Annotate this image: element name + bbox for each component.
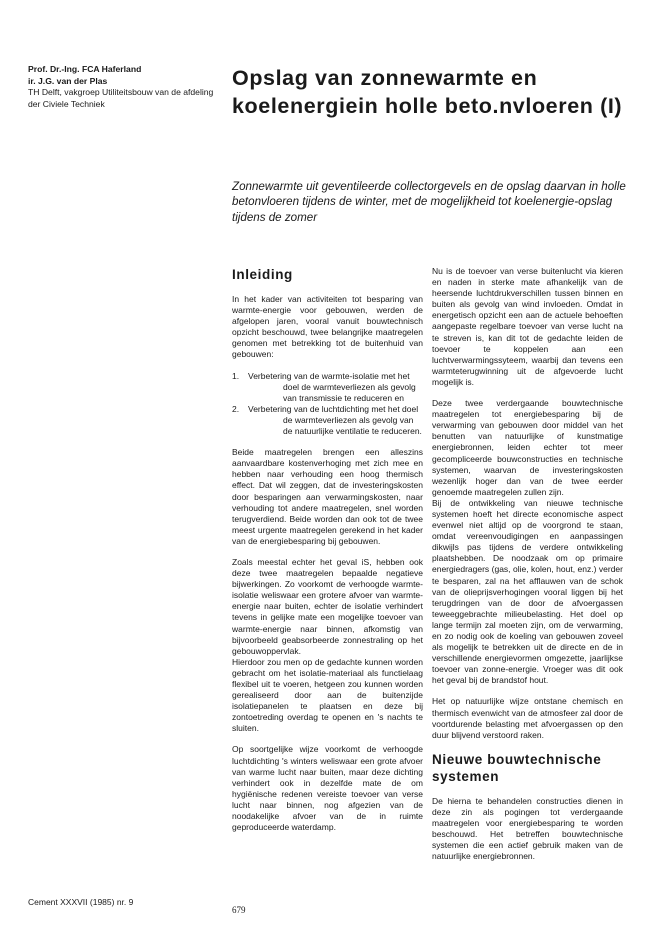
list-item-number: 1. <box>232 370 240 381</box>
paragraph: Zoals meestal echter het geval iS, hebben ook deze twee maatregelen bepaalde negatieve bijwerkingen. Zo voorkomt de verhoogde warmte-isolatie weliswaar een grotere afvoer van warmte-energie naar buiten, echter de isolatie verhindert tevens in gelijke mate een mogelijke toevoer van warmte-energie naar binnen, afkomstig van bijvoorbeeld geabsorbeerde zonnestraling op het gebouwoppervlak. <box>232 556 423 656</box>
text-column-right <box>432 266 623 872</box>
page-number: 679 <box>232 905 246 915</box>
paragraph: Op soortgelijke wijze voorkomt de verhoogde luchtdichting 's winters weliswaar een grote afvoer van warme lucht naar buiten, maar deze dichting verhindert ook in dezelfde mate de om hygiënische redenen vereiste toevoer van verse lucht naar binnen, nog afgezien van de noodakelijke afvoer van de in ruimte geproduceerde waterdamp. <box>232 744 423 833</box>
list-item-text: Verbetering van de warmte-isolatie met het doel de warmteverliezen als gevolg van transmissie te reduceren en <box>248 370 416 403</box>
author-name-1: Prof. Dr.-Ing. FCA Haferland <box>28 64 142 74</box>
article-title: Opslag van zonnewarmte en koelenergiein holle beto.nvloeren (I) <box>232 66 623 118</box>
paragraph: Nu is de toevoer van verse buitenlucht via kieren en naden in sterke mate afhankelijk van de heersende luchtdrukverschillen tussen binnen en buiten als gevolg van wind invloeden. Omdat in energetisch opzicht een aan de actuele behoeften aangepaste regelbare toevoer van verse lucht na te streven is, kan dit tot de gedachte leiden de toevoer te koppelen aan een luchtverwarmingssyteem, waarbij dan tevens een warmteterugwinning uit de afgevoerde lucht mogelijk is. <box>432 266 623 387</box>
article-subtitle: Zonnewarmte uit geventileerde collectorgevels en de opslag daarvan in holle betonvloeren tijdens de winter, met de mogelijkheid tot koelenergie-opslag tijdens de zomer <box>232 180 626 224</box>
paragraph: Deze twee verdergaande bouwtechnische maatregelen tot energiebesparing bij de verwarming van gebouwen door middel van het benutten van natuurlijke of kunstmatige energiebronnen, leiden echter tot meer gecompliceerde bouwconstructies en technische systemen, waarvan de investeringskosten wezenlijk hoger dan van de twee eerder genoemde maatregelen zullen zijn. <box>432 398 623 497</box>
list-item-number: 2. <box>232 403 240 414</box>
measures-list <box>232 371 423 438</box>
author-block <box>28 64 218 110</box>
section-heading-inleiding: Inleiding <box>232 267 293 282</box>
journal-reference: Cement XXXVII (1985) nr. 9 <box>28 897 134 907</box>
section-heading-nieuwe-systemen: Nieuwe bouwtechnische systemen <box>432 751 602 784</box>
paragraph: De hierna te behandelen constructies dienen in deze zin als pogingen tot verdergaande maatregelen voor energiebesparing te worden beschouwd. Het betreffen bouwtechnische systemen die een actief gebruik maken van de natuurlijke energiebronnen. <box>432 795 623 862</box>
list-item <box>232 371 423 404</box>
paragraph: In het kader van activiteiten tot besparing van warmte-energie voor gebouwen, werden de afgelopen jaren, vooral vanuit bouwtechnisch opzicht beschouwd, twee belangrijke maatregelen genomen met betrekking tot de buitenhuid van gebouwen: <box>232 294 423 360</box>
author-affiliation: TH Delft, vakgroep Utiliteitsbouw van de afdeling der Civiele Techniek <box>28 87 214 109</box>
author-name-2: ir. J.G. van der Plas <box>28 75 108 86</box>
paragraph: Hierdoor zou men op de gedachte kunnen worden gebracht om het isolatie-materiaal als functielaag flexibel uit te voeren, hetgeen zou kunnen worden gerealiseerd door aan de buitenzijde isolatiepanelen te plaatsen en deze bij zontoetreding overdag te openen en 's nachts te sluiten. <box>232 656 423 734</box>
list-item <box>232 404 423 437</box>
text-column-left <box>232 266 423 843</box>
paragraph: Bij de ontwikkeling van nieuwe technische systemen hoeft het directe economische aspect evenwel niet altijd op de voorgrond te staan, omdat vereenvoudigingen en aanpassingen dikwijls pas tijdens de verdere ontwikkeling plaatshebben. De noodzaak om op primaire energiedragers (gas, olie, kolen, hout, enz.) verder te besparen, zal na het afflauwen van de schok van de olieprijsverhogingen vooral liggen bij het terugdringen van de door de afvoergassen teweeggebrachte milieubelasting. Het doel op lange termijn zal moeten zijn, om de verwarming, en zo nodig ook de koeling van gebouwen zoveel als mogelijk te betrekken uit de directe en de in verschillende energievormen omgezette, jaarlijkse toevoer van zonne-energie. Vroeger was dit ook het geval bij de brandstof hout. <box>432 497 623 686</box>
list-item-text: Verbetering van de luchtdichting met het doel de warmteverliezen als gevolg van de natuurlijke ventilatie te reduceren. <box>248 403 422 437</box>
paragraph: Beide maatregelen brengen een alleszins aanvaardbare kostenverhoging met zich mee en hebben naar verhouding een hoog thermisch effect. Dat wil zeggen, dat de investeringskosten door besparingen aan verwarmingskosten, naar verhouding tot andere maatregelen, snel worden terugverdiend. Beide worden dan ook tot de twee meest urgente maatregelen gerekend in het kader van de energiebesparing bij gebouwen. <box>232 447 423 546</box>
paragraph: Het op natuurlijke wijze ontstane chemisch en thermisch evenwicht van de atmosfeer zal door de voortdurende belasting met afvoergassen op den duur blijvend verstoord raken. <box>432 696 623 740</box>
